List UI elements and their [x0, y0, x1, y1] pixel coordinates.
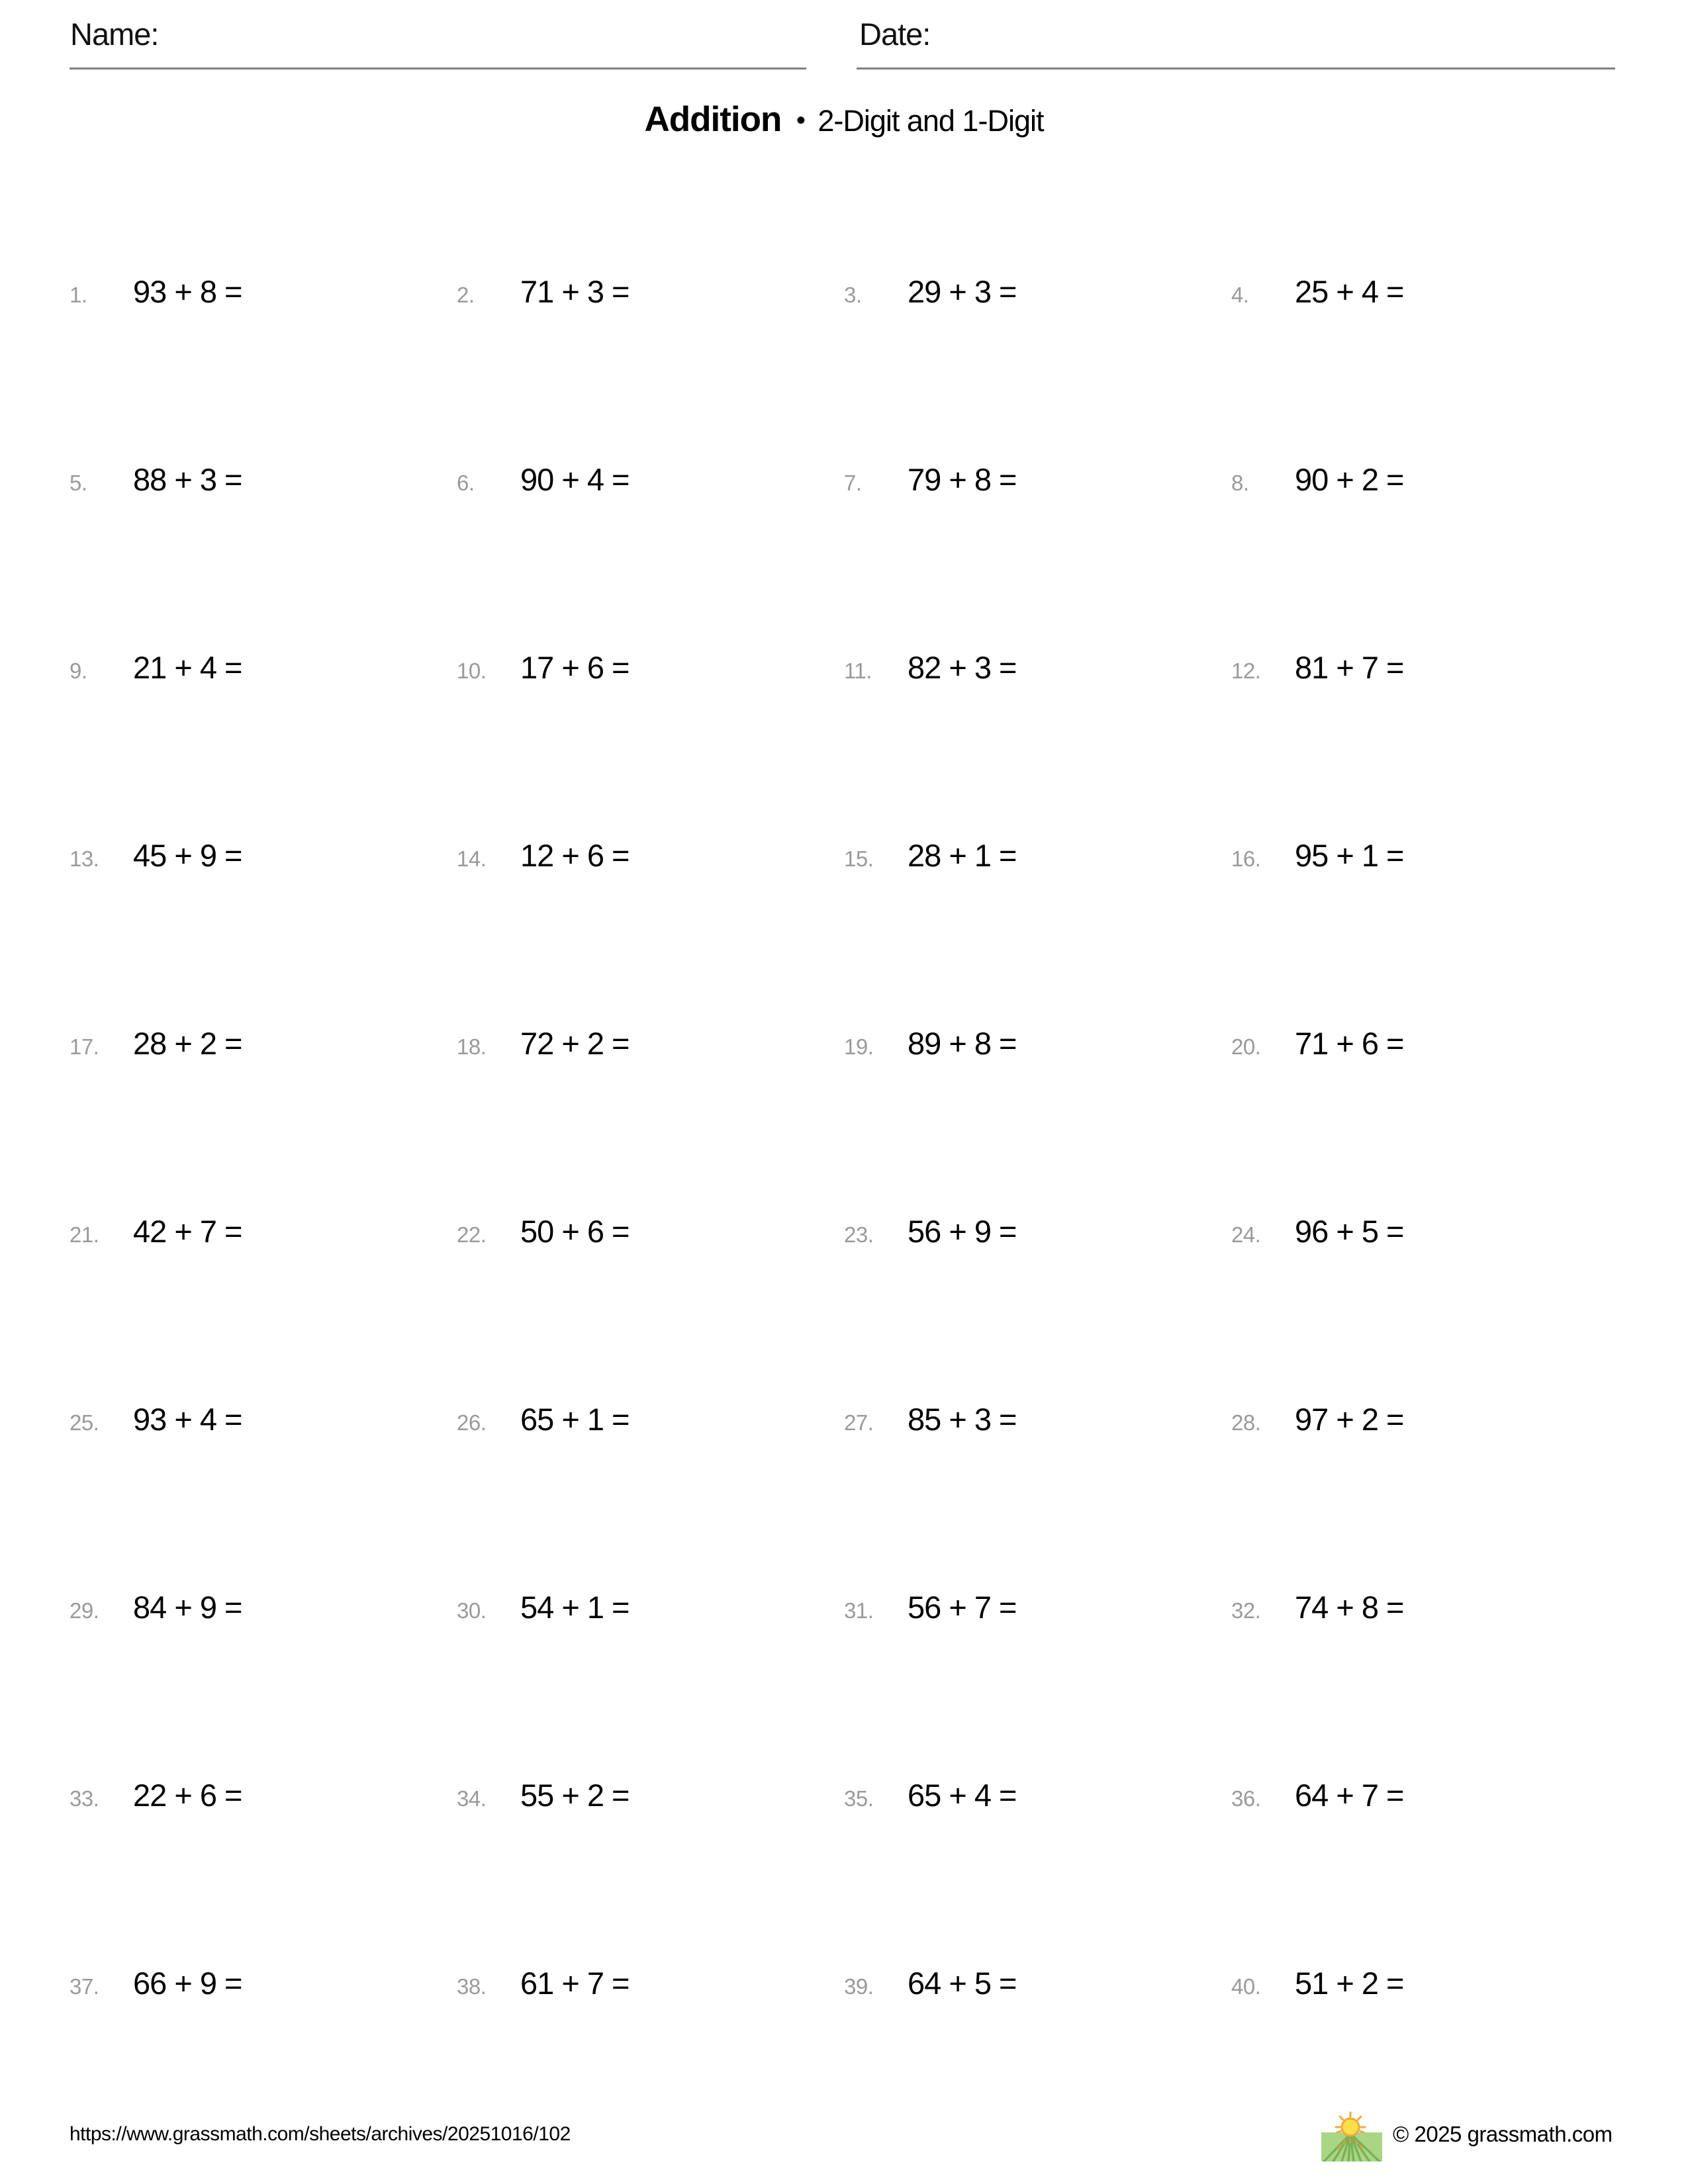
problem-number: 31.	[844, 1598, 874, 1623]
problem-expression: 64 + 7 =	[1295, 1777, 1404, 1813]
problem-expression: 88 + 3 =	[133, 461, 242, 497]
problem-item	[1231, 1589, 1618, 1625]
problem-number: 23.	[844, 1222, 874, 1247]
problem-number: 8.	[1231, 470, 1249, 495]
problem-number: 19.	[844, 1034, 874, 1059]
problem-number: 10.	[457, 658, 487, 683]
problem-expression: 71 + 3 =	[520, 273, 630, 309]
problem-item	[457, 649, 844, 686]
date-write-line	[857, 68, 1615, 69]
problem-expression: 12 + 6 =	[520, 837, 630, 873]
problem-item	[1231, 1025, 1618, 1062]
footer-copyright: © 2025 grassmath.com	[1393, 2122, 1613, 2146]
problem-item	[844, 1777, 1231, 1813]
problem-item	[844, 461, 1231, 498]
problem-number: 6.	[457, 470, 475, 495]
problem-item	[457, 837, 844, 874]
problem-expression: 66 + 9 =	[133, 1965, 242, 2001]
problem-expression: 54 + 1 =	[520, 1589, 630, 1625]
problem-item	[70, 1025, 457, 1062]
title-subtitle: 2-Digit and 1-Digit	[818, 104, 1044, 138]
problem-item	[844, 273, 1231, 310]
problem-expression: 96 + 5 =	[1295, 1213, 1404, 1249]
problem-number: 25.	[70, 1410, 99, 1435]
problem-number: 24.	[1231, 1222, 1261, 1247]
problem-item	[70, 461, 457, 498]
problem-item	[844, 1213, 1231, 1250]
problem-number: 11.	[844, 658, 872, 683]
problem-item	[457, 461, 844, 498]
problem-number: 13.	[70, 846, 99, 871]
footer-source-url: https://www.grassmath.com/sheets/archives/20251016/102	[70, 2123, 571, 2145]
problem-expression: 45 + 9 =	[133, 837, 242, 873]
problem-number: 16.	[1231, 846, 1261, 871]
problem-expression: 25 + 4 =	[1295, 273, 1404, 309]
problem-expression: 74 + 8 =	[1295, 1589, 1404, 1625]
problem-item	[457, 1589, 844, 1625]
problem-item	[1231, 1965, 1618, 2001]
problem-expression: 22 + 6 =	[133, 1777, 242, 1813]
problem-expression: 55 + 2 =	[520, 1777, 630, 1813]
problem-item	[457, 1401, 844, 1437]
problem-number: 1.	[70, 282, 87, 307]
problem-expression: 56 + 9 =	[908, 1213, 1017, 1249]
problem-expression: 65 + 1 =	[520, 1401, 630, 1437]
problem-expression: 29 + 3 =	[908, 273, 1017, 309]
problem-expression: 50 + 6 =	[520, 1213, 630, 1249]
problem-number: 29.	[70, 1598, 99, 1623]
problem-item	[1231, 461, 1618, 498]
problem-item	[844, 1401, 1231, 1437]
problem-item	[70, 1777, 457, 1813]
problem-number: 36.	[1231, 1786, 1261, 1811]
problem-expression: 90 + 4 =	[520, 461, 630, 497]
problem-number: 3.	[844, 282, 862, 307]
problem-expression: 97 + 2 =	[1295, 1401, 1404, 1437]
problem-number: 26.	[457, 1410, 487, 1435]
date-field-label: Date:	[859, 17, 931, 52]
problems-grid	[70, 197, 1618, 2077]
problem-item	[1231, 837, 1618, 874]
problem-expression: 71 + 6 =	[1295, 1025, 1404, 1061]
problem-expression: 82 + 3 =	[908, 649, 1017, 685]
problem-item	[844, 1025, 1231, 1062]
problem-item	[1231, 649, 1618, 686]
problem-expression: 89 + 8 =	[908, 1025, 1017, 1061]
problem-expression: 42 + 7 =	[133, 1213, 242, 1249]
problem-item	[844, 837, 1231, 874]
problem-number: 40.	[1231, 1974, 1261, 1999]
problem-number: 7.	[844, 470, 862, 495]
problem-number: 32.	[1231, 1598, 1261, 1623]
problem-item	[844, 649, 1231, 686]
problem-expression: 90 + 2 =	[1295, 461, 1404, 497]
problem-item	[1231, 1213, 1618, 1250]
problem-item	[70, 273, 457, 310]
problem-item	[1231, 273, 1618, 310]
problem-expression: 64 + 5 =	[908, 1965, 1017, 2001]
problem-expression: 93 + 4 =	[133, 1401, 242, 1437]
problem-number: 39.	[844, 1974, 874, 1999]
problem-expression: 28 + 2 =	[133, 1025, 242, 1061]
problem-expression: 17 + 6 =	[520, 649, 630, 685]
problem-number: 28.	[1231, 1410, 1261, 1435]
problem-expression: 56 + 7 =	[908, 1589, 1017, 1625]
problem-item	[457, 1777, 844, 1813]
problem-number: 12.	[1231, 658, 1261, 683]
problem-number: 18.	[457, 1034, 487, 1059]
problem-expression: 84 + 9 =	[133, 1589, 242, 1625]
name-write-line	[70, 68, 806, 69]
problem-expression: 81 + 7 =	[1295, 649, 1404, 685]
problem-item	[844, 1965, 1231, 2001]
problem-number: 5.	[70, 470, 87, 495]
problem-number: 30.	[457, 1598, 487, 1623]
problem-item	[844, 1589, 1231, 1625]
problem-number: 9.	[70, 658, 87, 683]
problem-number: 20.	[1231, 1034, 1261, 1059]
problem-expression: 79 + 8 =	[908, 461, 1017, 497]
problem-item	[70, 1401, 457, 1437]
problem-number: 21.	[70, 1222, 99, 1247]
problem-item	[70, 1589, 457, 1625]
sunrise-over-field-icon	[1321, 2111, 1382, 2161]
problem-number: 38.	[457, 1974, 487, 1999]
problem-expression: 72 + 2 =	[520, 1025, 630, 1061]
problem-number: 15.	[844, 846, 874, 871]
problem-item	[70, 837, 457, 874]
problem-item	[457, 273, 844, 310]
problem-expression: 93 + 8 =	[133, 273, 242, 309]
worksheet-title	[0, 99, 1688, 140]
problem-number: 2.	[457, 282, 475, 307]
problem-number: 35.	[844, 1786, 874, 1811]
problem-number: 22.	[457, 1222, 487, 1247]
problem-item	[1231, 1401, 1618, 1437]
name-field-label: Name:	[70, 17, 159, 52]
problem-item	[1231, 1777, 1618, 1813]
title-bullet-separator: •	[796, 106, 806, 135]
problem-expression: 65 + 4 =	[908, 1777, 1017, 1813]
problem-number: 33.	[70, 1786, 99, 1811]
problem-item	[457, 1025, 844, 1062]
problem-number: 4.	[1231, 282, 1249, 307]
problem-item	[70, 1213, 457, 1250]
problem-item	[70, 649, 457, 686]
problem-number: 37.	[70, 1974, 99, 1999]
problem-expression: 61 + 7 =	[520, 1965, 630, 2001]
problem-expression: 51 + 2 =	[1295, 1965, 1404, 2001]
problem-item	[457, 1965, 844, 2001]
problem-expression: 85 + 3 =	[908, 1401, 1017, 1437]
problem-number: 34.	[457, 1786, 487, 1811]
problem-item	[70, 1965, 457, 2001]
problem-item	[457, 1213, 844, 1250]
problem-number: 27.	[844, 1410, 874, 1435]
problem-number: 17.	[70, 1034, 99, 1059]
problem-expression: 21 + 4 =	[133, 649, 242, 685]
title-main: Addition	[644, 100, 782, 139]
problem-expression: 28 + 1 =	[908, 837, 1017, 873]
problem-number: 14.	[457, 846, 487, 871]
problem-expression: 95 + 1 =	[1295, 837, 1404, 873]
